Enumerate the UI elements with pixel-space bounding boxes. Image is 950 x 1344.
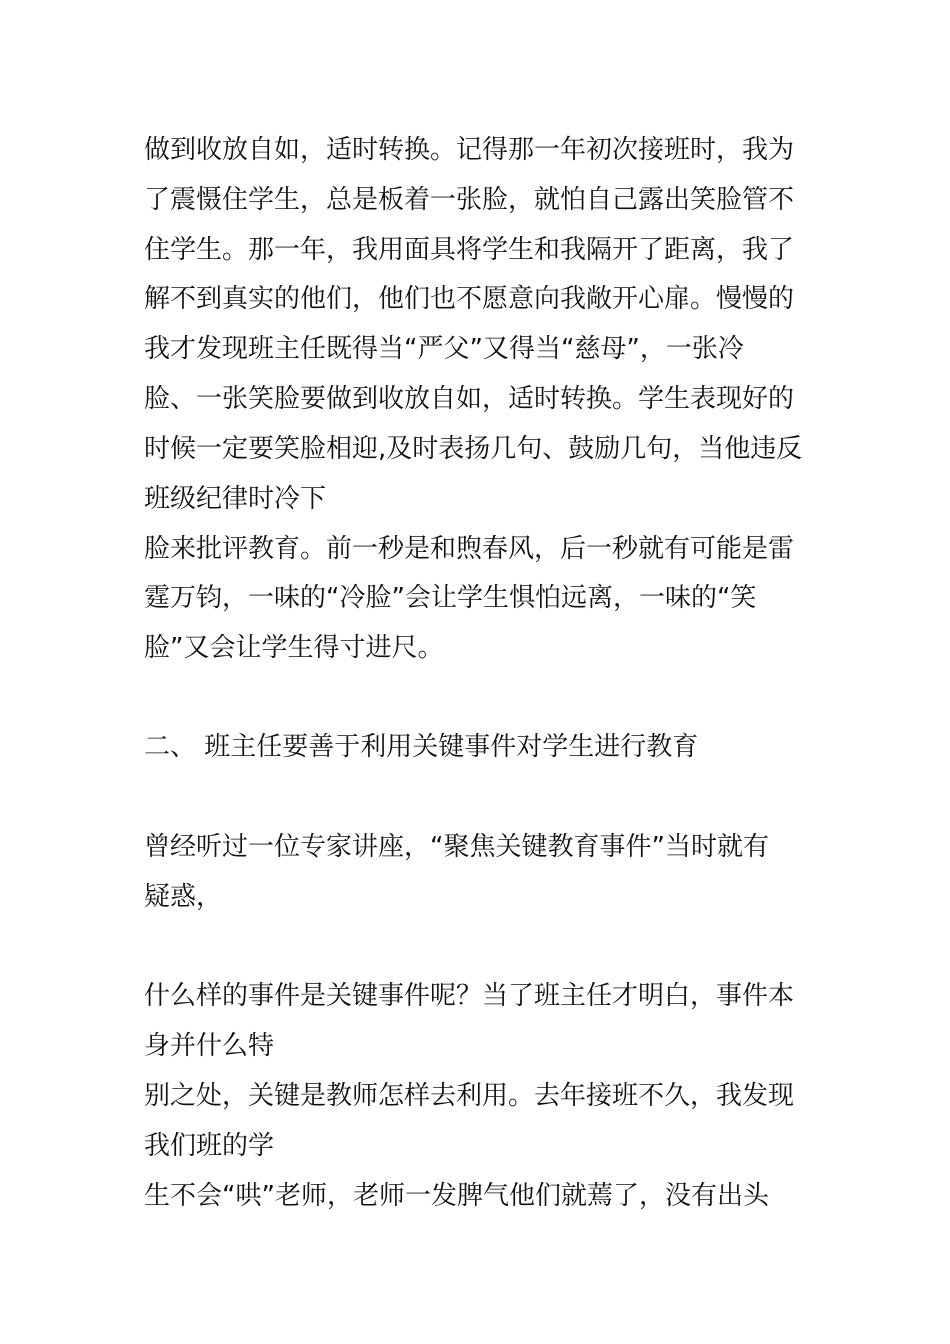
text-line: 脸”又会让学生得寸进尺。 [144, 633, 444, 663]
text-line: 脸、一张笑脸要做到收放自如，适时转换。学生表现好的 [144, 384, 795, 414]
text-line: 霆万钧，一味的“冷脸”会让学生惧怕远离，一味的“笑 [144, 583, 757, 613]
text-line: 了震慑住学生，总是板着一张脸，就怕自己露出笑脸管不 [144, 185, 795, 215]
text-line: 曾经听过一位专家讲座，“聚焦关键教育事件”当时就有 [144, 832, 769, 862]
text-line: 班级纪律时冷下 [144, 484, 327, 514]
text-line: 解不到真实的他们，他们也不愿意向我敞开心扉。慢慢的 [144, 284, 795, 314]
section-heading: 二、 班主任要善于利用关键事件对学生进行教育 [144, 732, 699, 762]
text-line: 别之处，关键是教师怎样去利用。去年接班不久，我发现 [144, 1081, 795, 1111]
text-line: 住学生。那一年，我用面具将学生和我隔开了距离，我了 [144, 235, 795, 265]
text-line: 疑惑， [144, 882, 223, 912]
text-line: 身并什么特 [144, 1031, 275, 1061]
text-line: 什么样的事件是关键事件呢？当了班主任才明白，事件本 [144, 981, 795, 1011]
text-line: 脸来批评教育。前一秒是和煦春风，后一秒就有可能是雷 [144, 534, 795, 564]
text-line: 生不会“哄”老师，老师一发脾气他们就蔫了，没有出头 [144, 1181, 769, 1211]
text-line: 我才发现班主任既得当“严父”又得当“慈母”，一张冷 [144, 334, 744, 364]
text-line: 时候一定要笑脸相迎,及时表扬几句、鼓励几句，当他违反 [144, 434, 803, 464]
text-line: 我们班的学 [144, 1131, 275, 1161]
text-line: 做到收放自如，适时转换。记得那一年初次接班时，我为 [144, 135, 795, 165]
